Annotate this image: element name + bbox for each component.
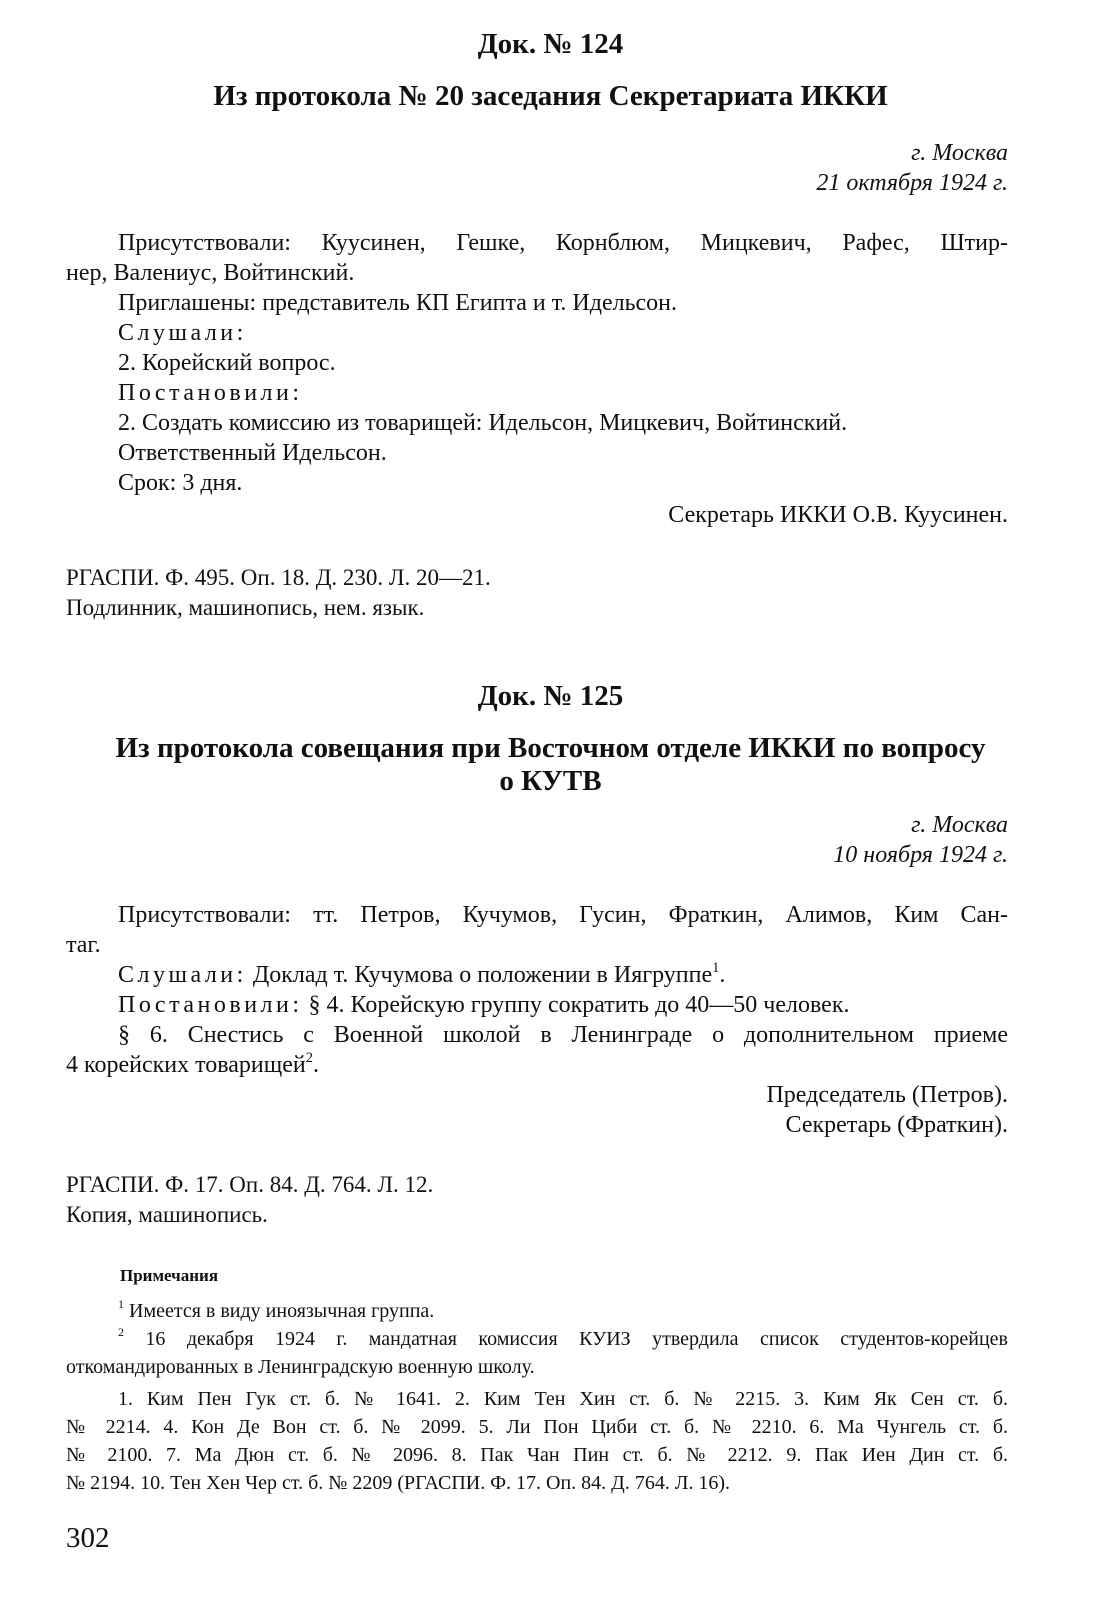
- doc124-resolved-label: Постановили:: [118, 380, 303, 406]
- doc125-present-line2: таг.: [66, 932, 101, 958]
- footnote-1-text: Имеется в виду иноязычная группа.: [124, 1300, 435, 1322]
- student-list-text3: № 2100. 7. Ма Дюн ст. б. № 2096. 8. Пак Чан Пин ст. б. № 2212. 9. Пак Иен Дин ст. б.: [66, 1444, 1008, 1466]
- footnote-2-text1-body: 16 декабря 1924 г. мандатная комиссия КУИЗ утвердила список студентов-корейцев: [124, 1328, 1008, 1350]
- student-list-text1: 1. Ким Пен Гук ст. б. № 1641. 2. Ким Тен Хин ст. б. № 2215. 3. Ким Як Сен ст. б.: [118, 1388, 1008, 1410]
- doc125-heard-label: Слушали:: [118, 962, 247, 988]
- student-list-line2: [66, 1416, 1008, 1439]
- doc125-signature-chair: Председатель (Петров).: [766, 1082, 1008, 1108]
- doc125-number: Док. № 125: [477, 680, 624, 712]
- student-list-line3: [66, 1444, 1008, 1467]
- student-list-line4: № 2194. 10. Тен Хен Чер ст. б. № 2209 (РГАСПИ. Ф. 17. Оп. 84. Д. 764. Л. 16).: [66, 1472, 731, 1494]
- footnote-ref-2: 2: [305, 1049, 313, 1066]
- footnote-2-mark: 2: [118, 1325, 124, 1340]
- doc125-para6-line2: [66, 1049, 319, 1079]
- doc125-para6-text2: 4 корейских товарищей: [66, 1052, 306, 1078]
- doc124-present-line2: нер, Валениус, Войтинский.: [66, 260, 355, 286]
- doc124-present-line1: [66, 230, 1008, 257]
- doc125-archive-ref: РГАСПИ. Ф. 17. Оп. 84. Д. 764. Л. 12.: [66, 1172, 434, 1197]
- footnote-1-mark: 1: [118, 1297, 124, 1312]
- doc124-signature: Секретарь ИККИ О.В. Куусинен.: [668, 502, 1008, 528]
- doc124-responsible: Ответственный Идельсон.: [118, 440, 387, 466]
- footnote-2-line2: откомандированных в Ленинградскую военную школу.: [66, 1356, 535, 1378]
- doc124-place: г. Москва: [911, 140, 1008, 166]
- doc125-present-text1: Присутствовали: тт. Петров, Кучумов, Гусин, Фраткин, Алимов, Ким Сан-: [118, 902, 1008, 928]
- doc124-heard-label: Слушали:: [118, 320, 247, 346]
- doc124-resolved-item: 2. Создать комиссию из товарищей: Идельсон, Мицкевич, Войтинский.: [118, 410, 848, 436]
- doc125-present-line1: [66, 902, 1008, 929]
- doc124-title: Из протокола № 20 заседания Секретариата ИККИ: [213, 80, 888, 112]
- doc125-heard-end: .: [719, 962, 726, 988]
- doc125-archive-note: Копия, машинопись.: [66, 1202, 268, 1227]
- doc125-heard: [118, 959, 726, 989]
- doc124-number: Док. № 124: [477, 28, 624, 60]
- footnote-1: [118, 1297, 435, 1323]
- footnote-2-text1: [66, 1325, 1008, 1350]
- doc125-date: 10 ноября 1924 г.: [833, 842, 1008, 868]
- doc124-deadline: Срок: 3 дня.: [118, 470, 243, 496]
- footnote-2-line1: [66, 1325, 1008, 1351]
- student-list-line1: [66, 1388, 1008, 1411]
- doc125-resolved: [118, 992, 849, 1019]
- notes-heading: Примечания: [120, 1266, 219, 1285]
- doc125-heard-text: Доклад т. Кучумова о положении в Иягруппе: [246, 962, 713, 988]
- doc124-present-text1: Присутствовали: Куусинен, Гешке, Корнблюм, Мицкевич, Рафес, Штир-: [118, 230, 1008, 256]
- footnote-ref-1: 1: [712, 959, 720, 976]
- doc125-place: г. Москва: [911, 812, 1008, 838]
- student-list-text2: № 2214. 4. Кон Де Вон ст. б. № 2099. 5. Ли Пон Циби ст. б. № 2210. 6. Ма Чунгель ст. б.: [66, 1416, 1008, 1438]
- doc125-resolved-label: Постановили:: [118, 992, 303, 1018]
- doc124-archive-ref: РГАСПИ. Ф. 495. Оп. 18. Д. 230. Л. 20—21.: [66, 565, 491, 590]
- doc125-para6-line1: [66, 1022, 1008, 1049]
- doc124-archive-note: Подлинник, машинопись, нем. язык.: [66, 595, 425, 620]
- page-number: 302: [66, 1522, 110, 1554]
- doc125-para6-text1: § 6. Снестись с Военной школой в Ленинграде о дополнительном приеме: [118, 1022, 1008, 1048]
- doc125-title-line1: Из протокола совещания при Восточном отделе ИККИ по вопросу: [115, 732, 986, 764]
- doc124-date: 21 октября 1924 г.: [816, 170, 1008, 196]
- doc124-invited: Приглашены: представитель КП Египта и т. Идельсон.: [118, 290, 678, 316]
- doc125-para6-end: .: [312, 1052, 319, 1078]
- doc125-resolved-text: § 4. Корейскую группу сократить до 40—50 человек.: [302, 992, 850, 1018]
- doc124-heard-item: 2. Корейский вопрос.: [118, 350, 336, 376]
- doc125-signature-secretary: Секретарь (Фраткин).: [785, 1112, 1008, 1138]
- doc125-title-line2: о КУТВ: [499, 765, 602, 797]
